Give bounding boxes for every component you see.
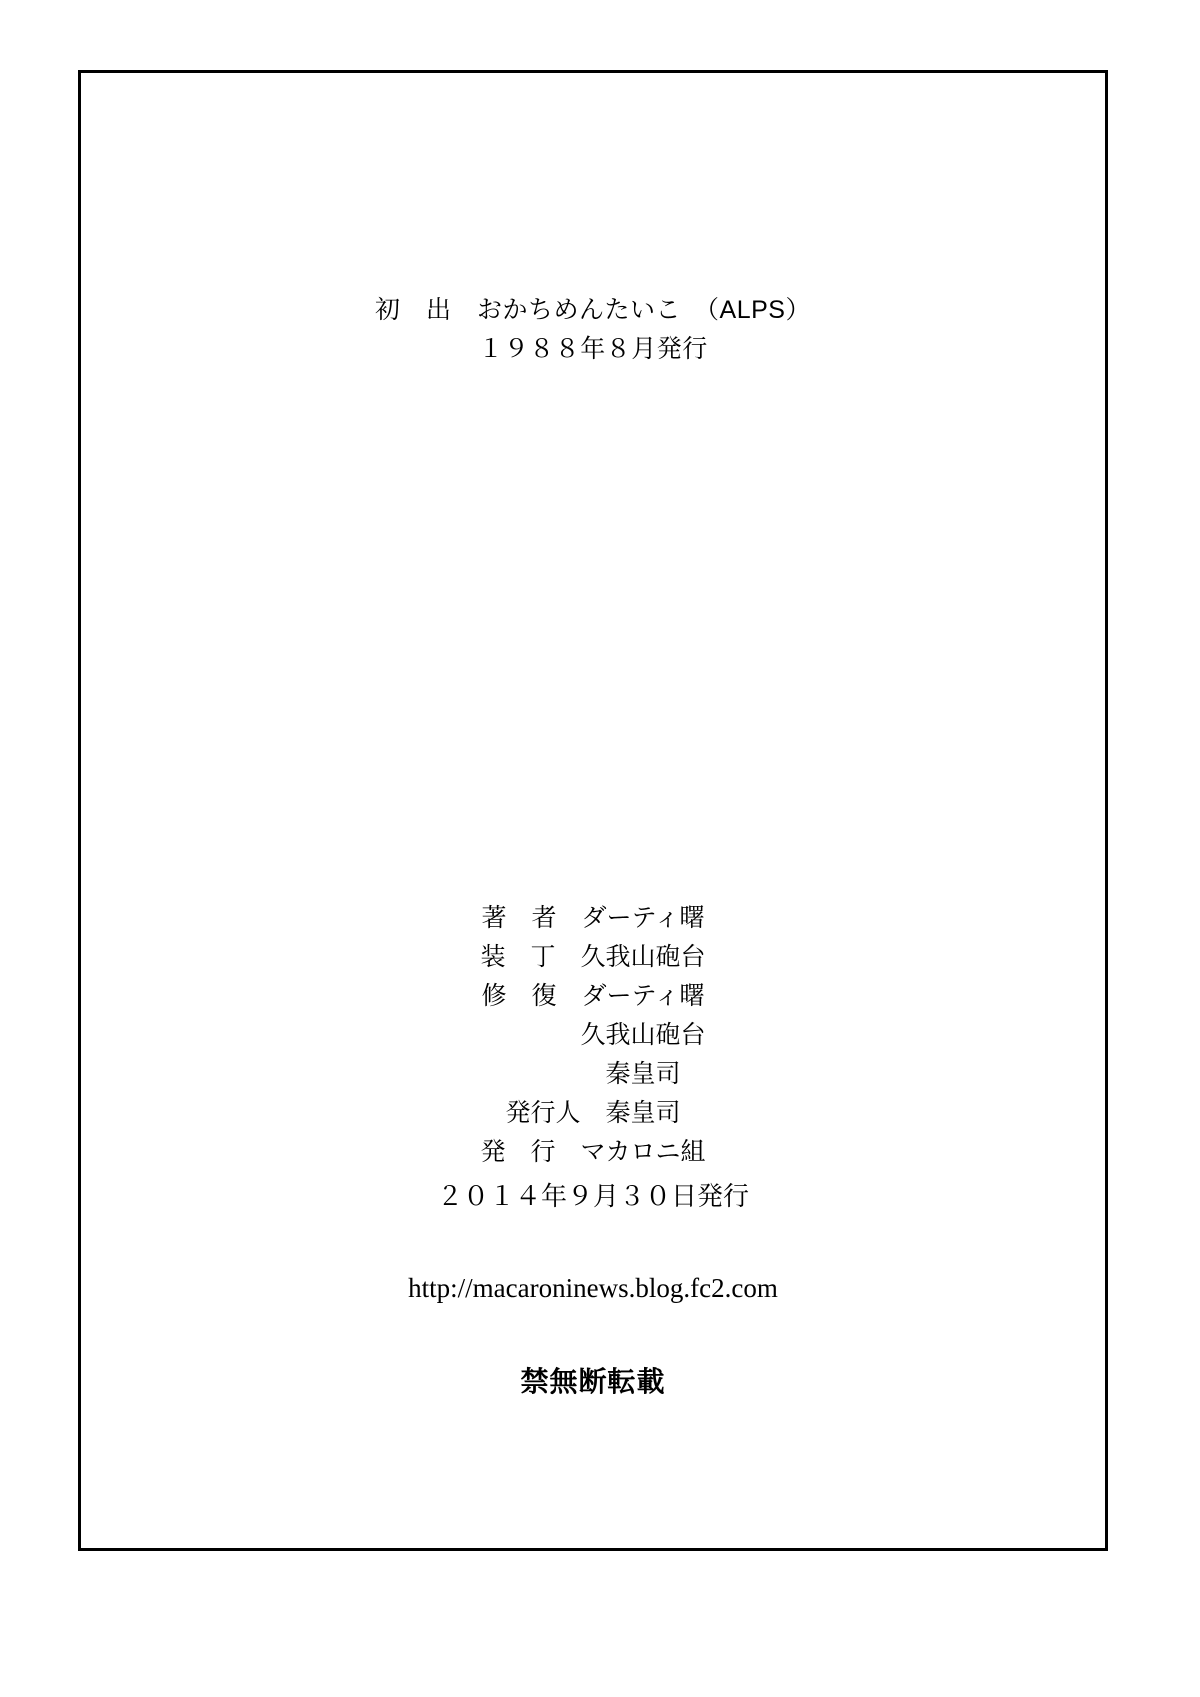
source-title: 初 出 おかちめんたいこ （ALPS） [375, 296, 811, 324]
copyright-notice: 禁無断転載 [520, 1366, 666, 1397]
colophon-page [78, 70, 1108, 1551]
credits-block [81, 899, 1105, 1172]
credit-line-restoration-2: 久我山砲台 [480, 1021, 706, 1049]
publication-date: ２０１４年９月３０日発行 [436, 1181, 749, 1211]
credit-line-publisher-person: 発行人 秦皇司 [505, 1099, 681, 1127]
source-info [81, 291, 1105, 369]
credit-line-author: 著 者 ダーティ曙 [481, 904, 705, 932]
website-url[interactable]: http://macaroninews.blog.fc2.com [408, 1273, 778, 1303]
credit-line-restoration: 修 復 ダーティ曙 [481, 982, 705, 1010]
source-date: １９８８年８月発行 [478, 334, 708, 363]
credit-line-restoration-3: 秦皇司 [505, 1060, 681, 1088]
credit-line-design: 装 丁 久我山砲台 [480, 943, 706, 971]
credit-line-publisher: 発 行 マカロニ組 [480, 1138, 706, 1166]
